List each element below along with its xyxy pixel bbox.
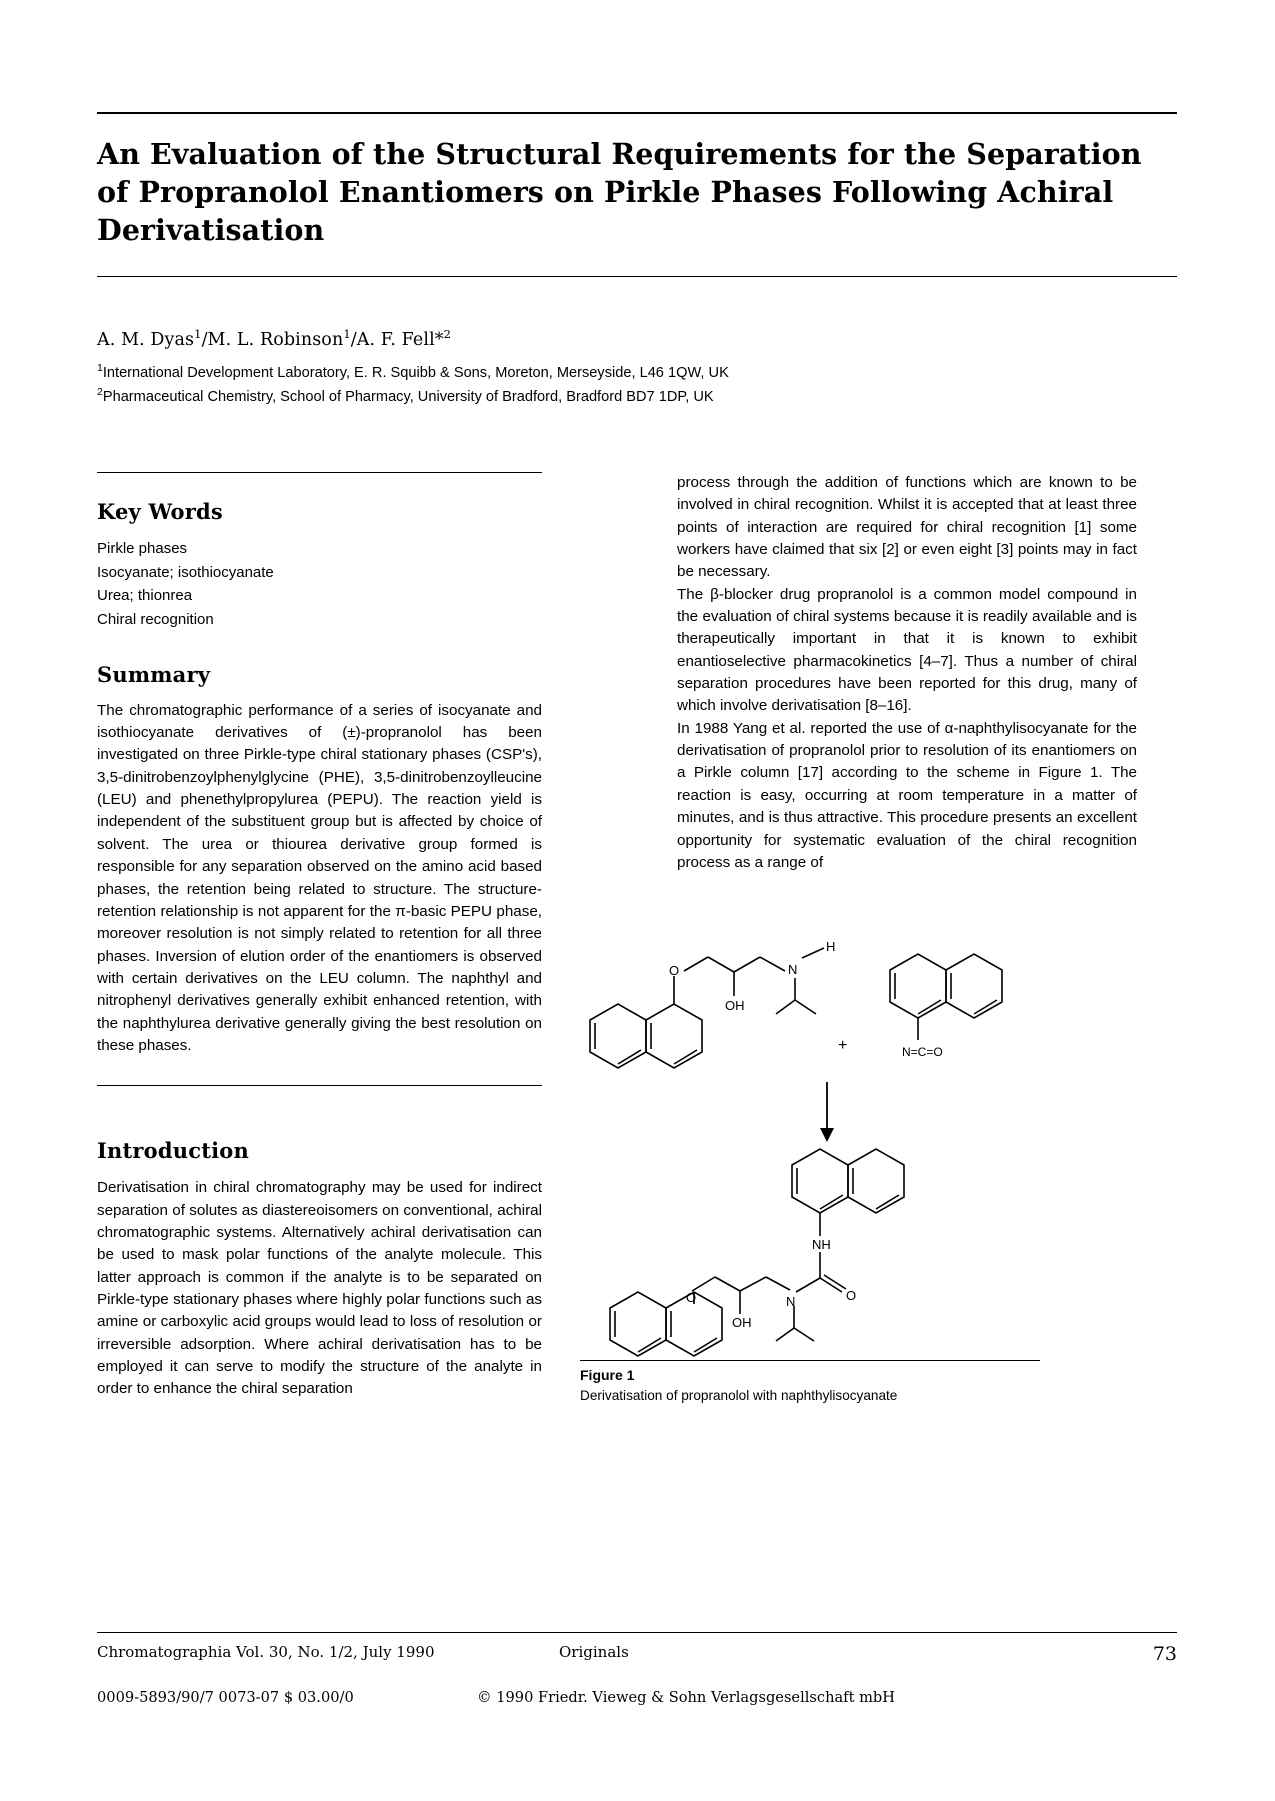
right-paragraph-3: In 1988 Yang et al. reported the use of α-naphthylisocyanate for the derivatisation of propranolol prior to resolution of its enantiomers on a Pirkle column [17] according to the scheme in Figure 1. The reaction is easy, occurring at room temperature in a matter of minutes, and is thus attractive. This procedure presents an excellent opportunity for systematic evaluation of the chiral recognition process as a range of (677, 719, 1137, 871)
left-column-rule (97, 472, 542, 473)
atom-label-nh: NH (812, 1237, 831, 1252)
footer-primary-line (97, 1643, 1177, 1665)
key-word-item: Isocyanate; isothiocyanate (97, 563, 274, 581)
footer-secondary-line (97, 1689, 1177, 1711)
footer-rule (97, 1632, 1177, 1633)
page-title: An Evaluation of the Structural Requirements for the Separation of Propranolol Enantiomers on Pirkle Phases Following Achiral Derivatisation (97, 137, 1142, 247)
right-column (677, 472, 1137, 874)
affil-marker-2: 2 (97, 385, 103, 398)
atom-label-isocyanate: N=C=O (902, 1045, 943, 1059)
introduction-section (97, 1138, 542, 1400)
key-word-item: Pirkle phases (97, 540, 188, 557)
introduction-heading: Introduction (97, 1138, 249, 1164)
key-words-list (97, 537, 542, 632)
atom-label-o-ether-2: O (686, 1290, 697, 1305)
title-rule (97, 276, 1177, 277)
top-rule (97, 112, 1177, 114)
atom-label-o-ether-1: O (669, 963, 680, 978)
figure-caption: Derivatisation of propranolol with naphthylisocyanate (580, 1388, 898, 1403)
footer-section-label: Originals (559, 1643, 629, 1661)
atom-label-oh-2: OH (732, 1315, 752, 1330)
copyright-line: © 1990 Friedr. Vieweg & Sohn Verlagsgesellschaft mbH (477, 1689, 895, 1706)
atom-label-oh-1: OH (725, 998, 745, 1013)
page-footer (97, 1632, 1177, 1711)
key-word-item: Chiral recognition (97, 611, 214, 629)
figure-label: Figure 1 (580, 1367, 635, 1383)
affiliations (97, 360, 1177, 409)
affiliation-1: $^1$International Development Laboratory, E. R. Squibb & Sons, Moreton, Merseyside, L46 1QW, UK (97, 361, 729, 381)
page-number: 73 (1152, 1643, 1177, 1665)
author-affil-marker-3: 2 (443, 326, 452, 341)
summary-heading: Summary (97, 661, 211, 687)
affiliation-2: $^2$Pharmaceutical Chemistry, School of Pharmacy, University of Bradford, Bradford BD7 1DP, UK (97, 385, 714, 405)
summary-text: The chromatographic performance of a series of isocyanate and isothiocyanate derivatives of (±)-propranolol has been investigated on three Pirkle-type chiral stationary phases (CSP's), 3,5-dinitrobenzoylphenylglycine (PHE), 3,5-dinitrobenzoylleucine (LEU) and phenethylpropylurea (PEPU). The reaction yield is independent of the substituent group but is affected by choice of solvent. The urea or thiourea derivative group formed is responsible for any separation observed on the amino acid based phases, the retention being related to structure. The structure-retention relationship is not apparent for the π-basic PEPU phase, moreover resolution is not simply related to retention for all three phases. Inversion of elution order of the enantiomers is observed with certain derivatives on the LEU column. The naphthyl and nitrophenyl derivatives generally exhibit enhanced retention, with the naphthylurea derivative generally giving the best resolution on these phases. (97, 701, 542, 1054)
reaction-scheme-diagram (580, 930, 1050, 1360)
author-list: A. M. Dyas$^1$/M. L. Robinson$^1$/A. F. Fell*$^2$ (97, 326, 452, 350)
atom-label-o-carbonyl: O (846, 1288, 857, 1303)
author-affil-marker-2: 1 (343, 326, 351, 341)
paper-header (97, 112, 1177, 408)
issn-line: 0009-5893/90/7 0073-07 $ 03.00/0 (97, 1689, 354, 1706)
reaction-arrow (820, 1082, 834, 1142)
key-word-item: Urea; thionrea (97, 587, 193, 605)
left-column-bottom-rule (97, 1085, 542, 1086)
atom-label-n-2: N (786, 1294, 796, 1309)
journal-citation: Chromatographia Vol. 30, No. 1/2, July 1990 (97, 1643, 435, 1661)
key-words-heading: Key Words (97, 499, 223, 524)
right-paragraph-1: process through the addition of functions which are known to be involved in chiral recognition. Whilst it is accepted that at least three points of interaction are required for chiral recognition [1] some workers have claimed that six [2] or even eight [3] points may in fact be necessary. (677, 474, 1137, 581)
plus-sign: + (838, 1037, 848, 1054)
affil-marker-1: 1 (97, 361, 103, 374)
figure-1 (580, 930, 1050, 1403)
left-column (97, 472, 542, 1401)
figure-caption-rule (580, 1360, 1040, 1361)
right-paragraph-2: The β-blocker drug propranolol is a common model compound in the evaluation of chiral systems because it is readily available and is therapeutically important in that it is known to exhibit enantioselective pharmacokinetics [4–7]. Thus a number of chiral separation procedures have been reported for this drug, many of which involve derivatisation [8–16]. (677, 585, 1137, 715)
introduction-text: Derivatisation in chiral chromatography may be used for indirect separation of solutes as diastereoisomers on conventional, achiral chromatographic systems. Alternatively achiral derivatisation can be used to mask polar functions of the analyte molecule. This latter approach is common if the analyte is to be separated on Pirkle-type stationary phases where highly polar functions such as amine or carboxylic acid groups would lead to loss of resolution or irreversible adsorption. Where achiral derivatisation has to be employed it can serve to modify the structure of the analyte in order to enhance the chiral separation (97, 1179, 542, 1398)
author-affil-marker-1: 1 (194, 326, 202, 341)
atom-label-n-1: N (788, 962, 798, 977)
atom-label-h-1: H (826, 939, 836, 954)
summary-section (97, 662, 542, 1058)
